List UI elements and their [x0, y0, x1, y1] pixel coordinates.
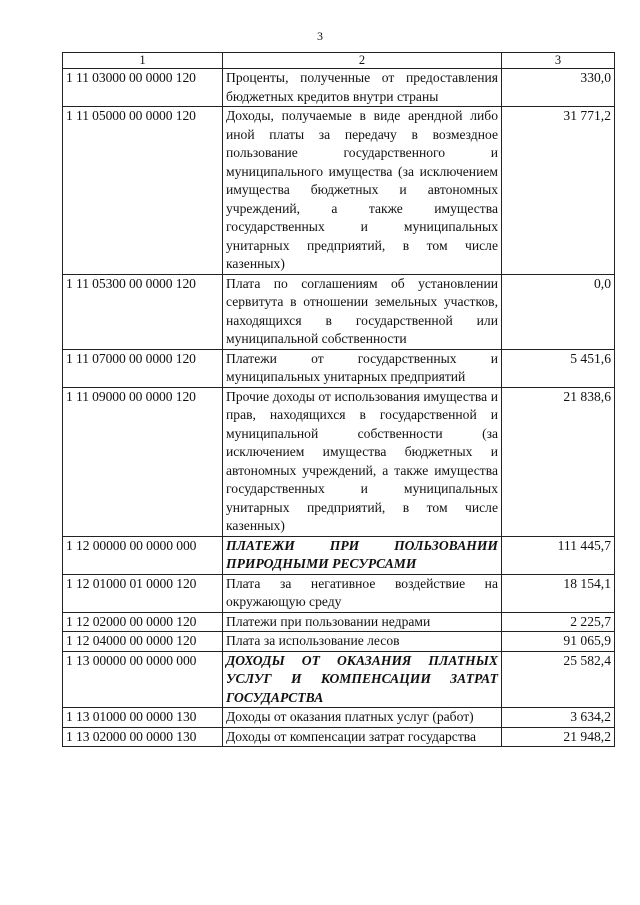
row-description: Платежи от государственных и муниципальных унитарных предприятий [223, 349, 502, 387]
table-row [63, 107, 615, 275]
table-row [63, 274, 615, 349]
row-amount: 3 634,2 [502, 708, 615, 728]
row-description: ПЛАТЕЖИ ПРИ ПОЛЬЗОВАНИИ ПРИРОДНЫМИ РЕСУРСАМИ [223, 536, 502, 574]
table-row [63, 632, 615, 652]
table-row-section [63, 651, 615, 708]
table-row [63, 612, 615, 632]
table-row [63, 708, 615, 728]
row-code: 1 13 00000 00 0000 000 [63, 651, 223, 708]
column-header-code: 1 [63, 53, 223, 69]
row-amount: 21 948,2 [502, 727, 615, 747]
row-amount: 5 451,6 [502, 349, 615, 387]
row-description: Плата за использование лесов [223, 632, 502, 652]
row-code: 1 13 01000 00 0000 130 [63, 708, 223, 728]
row-code: 1 12 01000 01 0000 120 [63, 574, 223, 612]
row-amount: 2 225,7 [502, 612, 615, 632]
row-amount: 21 838,6 [502, 387, 615, 536]
row-amount: 330,0 [502, 69, 615, 107]
table-row [63, 727, 615, 747]
table-row-section [63, 536, 615, 574]
row-code: 1 11 07000 00 0000 120 [63, 349, 223, 387]
row-code: 1 11 05000 00 0000 120 [63, 107, 223, 275]
row-amount: 111 445,7 [502, 536, 615, 574]
row-description: ДОХОДЫ ОТ ОКАЗАНИЯ ПЛАТНЫХ УСЛУГ И КОМПЕНСАЦИИ ЗАТРАТ ГОСУДАРСТВА [223, 651, 502, 708]
table-row [63, 574, 615, 612]
row-code: 1 12 00000 00 0000 000 [63, 536, 223, 574]
row-code: 1 11 09000 00 0000 120 [63, 387, 223, 536]
table-row [63, 349, 615, 387]
row-code: 1 11 03000 00 0000 120 [63, 69, 223, 107]
row-description: Плата по соглашениям об установлении сервитута в отношении земельных участков, находящихся в государственной или муниципальной собственности [223, 274, 502, 349]
table-row [63, 69, 615, 107]
row-description: Прочие доходы от использования имущества и прав, находящихся в государственной и муниципальной собственности (за исключением имущества бюджетных и автономных учреждений, а также имущества государственных и муниципальных унитарных предприятий, в том числе казенных) [223, 387, 502, 536]
row-description: Доходы от компенсации затрат государства [223, 727, 502, 747]
row-code: 1 12 04000 00 0000 120 [63, 632, 223, 652]
budget-revenue-table [62, 52, 615, 747]
row-amount: 18 154,1 [502, 574, 615, 612]
page-number: 3 [317, 29, 323, 43]
row-description: Платежи при пользовании недрами [223, 612, 502, 632]
column-header-description: 2 [223, 53, 502, 69]
row-amount: 91 065,9 [502, 632, 615, 652]
row-code: 1 13 02000 00 0000 130 [63, 727, 223, 747]
row-description: Плата за негативное воздействие на окружающую среду [223, 574, 502, 612]
row-code: 1 12 02000 00 0000 120 [63, 612, 223, 632]
row-code: 1 11 05300 00 0000 120 [63, 274, 223, 349]
row-amount: 25 582,4 [502, 651, 615, 708]
column-header-amount: 3 [502, 53, 615, 69]
table-header-row [63, 53, 615, 69]
row-description: Доходы от оказания платных услуг (работ) [223, 708, 502, 728]
row-description: Проценты, полученные от предоставления бюджетных кредитов внутри страны [223, 69, 502, 107]
row-amount: 31 771,2 [502, 107, 615, 275]
table-row [63, 387, 615, 536]
row-amount: 0,0 [502, 274, 615, 349]
row-description: Доходы, получаемые в виде арендной либо иной платы за передачу в возмездное пользование государственного и муниципального имущества (за исключением имущества бюджетных и автономных учреждений, а также имущества государственных и муниципальных унитарных предприятий, в том числе казенных) [223, 107, 502, 275]
